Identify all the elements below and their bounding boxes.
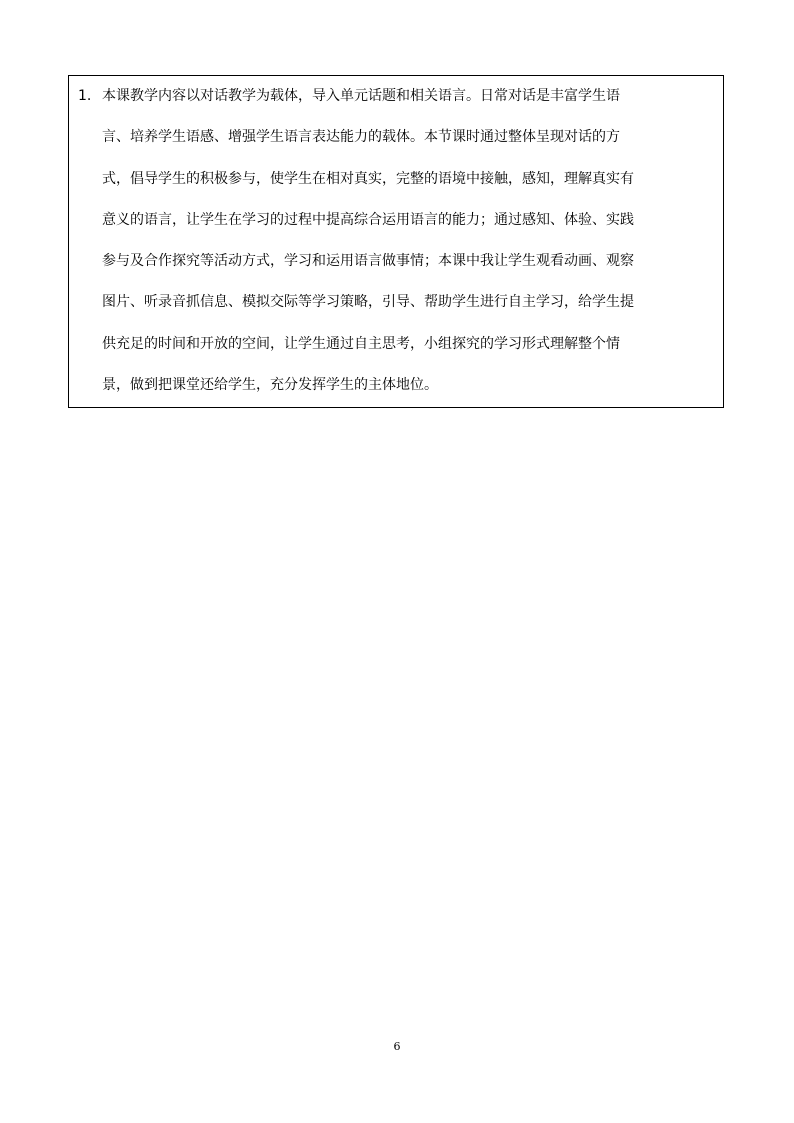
content-box — [68, 75, 724, 408]
paragraph-line: 参与及合作探究等活动方式，学习和运用语言做事情；本课中我让学生观看动画、观察 — [102, 253, 634, 270]
list-item-number: 1. — [78, 88, 92, 104]
paragraph-line: 言、培养学生语感、增强学生语言表达能力的载体。本节课时通过整体呈现对话的方 — [102, 129, 620, 146]
paragraph-line: 供充足的时间和开放的空间，让学生通过自主思考，小组探究的学习形式理解整个情 — [102, 335, 620, 352]
paragraph — [102, 86, 720, 416]
paragraph-line: 景，做到把课堂还给学生，充分发挥学生的主体地位。 — [102, 377, 438, 394]
page-number: 6 — [393, 1040, 401, 1053]
paragraph-line: 图片、听录音抓信息、模拟交际等学习策略，引导、帮助学生进行自主学习，给学生提 — [102, 294, 634, 311]
paragraph-line: 意义的语言，让学生在学习的过程中提高综合运用语言的能力；通过感知、体验、实践 — [102, 211, 634, 228]
paragraph-line: 本课教学内容以对话教学为载体，导入单元话题和相关语言。日常对话是丰富学生语 — [102, 88, 620, 104]
paragraph-line: 式，倡导学生的积极参与，使学生在相对真实，完整的语境中接触，感知，理解真实有 — [102, 170, 634, 187]
